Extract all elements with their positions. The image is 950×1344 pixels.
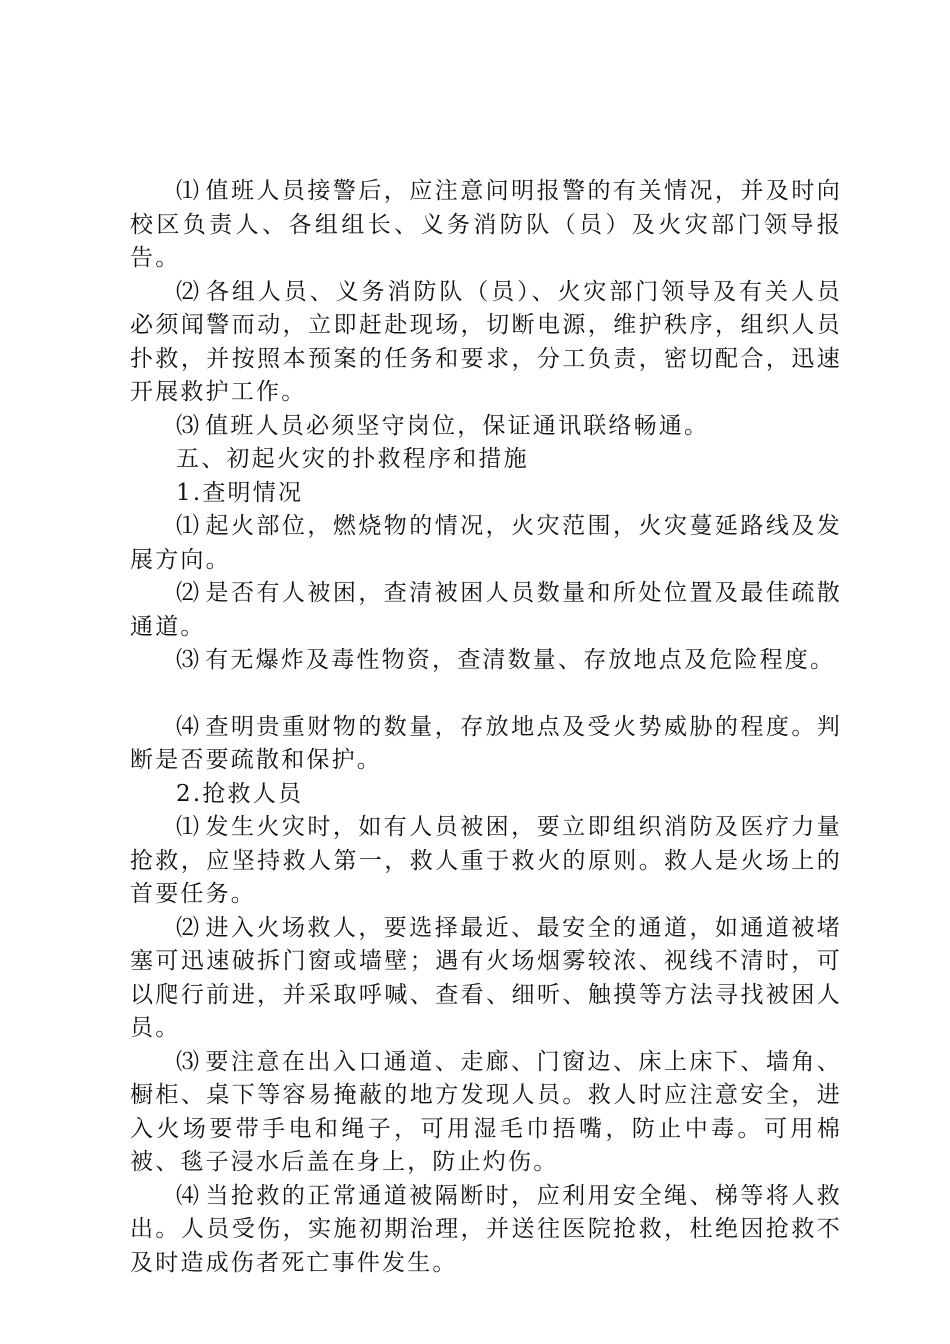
section-heading-text: 五、初起火灾的扑救程序和措施 — [176, 446, 529, 472]
paragraph-enter-fire-scene — [130, 912, 842, 1046]
paragraph-text: 值班人员必须坚守岗位，保证通讯联络畅通。 — [205, 412, 710, 439]
paragraph-hazardous-materials — [130, 644, 842, 678]
document-body — [130, 175, 842, 1280]
list-marker: ⑴ — [176, 513, 202, 539]
paragraph-fire-location — [130, 510, 842, 577]
paragraph-text: 有无爆炸及毒性物资，查清数量、存放地点及危险程度。 — [205, 647, 836, 673]
subsection-heading-text: 1.查明情况 — [176, 479, 304, 506]
paragraph-text: 起火部位，燃烧物的情况，火灾范围，火灾蔓延路线及发展方向。 — [130, 513, 843, 573]
paragraph-text: 是否有人被困，查清被困人员数量和所处位置及最佳疏散通道。 — [130, 580, 843, 640]
subsection-heading-2 — [130, 778, 842, 812]
paragraph-text: 值班人员接警后，应注意问明报警的有关情况，并及时向校区负责人、各组组长、义务消防队（员）及火灾部门领导报告。 — [130, 178, 843, 271]
subsection-heading-text: 2.抢救人员 — [176, 780, 304, 807]
paragraph-duty-report — [130, 175, 842, 276]
list-marker: ⑶ — [176, 412, 202, 439]
list-marker: ⑵ — [176, 278, 202, 305]
blank-line — [130, 678, 842, 711]
paragraph-search-places — [130, 1046, 842, 1180]
list-marker: ⑷ — [176, 713, 202, 740]
paragraph-text: 发生火灾时，如有人员被困，要立即组织消防及医疗力量抢救，应坚持救人第一，救人重于救火的原则。救人是火场上的首要任务。 — [130, 814, 843, 907]
paragraph-respond-alarm — [130, 276, 842, 410]
paragraph-text: 各组人员、义务消防队（员）、火灾部门领导及有关人员必须闻警而动，立即赶赴现场，切断电源，维护秩序，组织人员扑救，并按照本预案的任务和要求，分工负责，密切配合，迅速开展救护工作。 — [130, 278, 843, 405]
list-marker: ⑵ — [176, 914, 202, 941]
paragraph-trapped-people — [130, 577, 842, 644]
paragraph-keep-post — [130, 410, 842, 444]
list-marker: ⑵ — [176, 580, 202, 606]
paragraph-text: 进入火场救人，要选择最近、最安全的通道，如通道被堵塞可迅速破拆门窗或墙壁；遇有火场烟雾较浓、视线不清时，可以爬行前进，并采取呼喊、查看、细听、触摸等方法寻找被困人员。 — [130, 914, 843, 1041]
paragraph-valuables — [130, 711, 842, 778]
list-marker: ⑴ — [176, 178, 202, 204]
list-marker: ⑶ — [176, 1048, 202, 1075]
list-marker: ⑶ — [176, 647, 202, 673]
paragraph-blocked-passage — [130, 1180, 842, 1281]
list-marker: ⑴ — [176, 814, 202, 840]
paragraph-text: 要注意在出入口通道、走廊、门窗边、床上床下、墙角、橱柜、桌下等容易掩蔽的地方发现人员。救人时应注意安全，进入火场要带手电和绳子，可用湿毛巾捂嘴，防止中毒。可用棉被、毯子浸水后盖在身上，防止灼伤。 — [130, 1048, 843, 1175]
paragraph-rescue-first — [130, 811, 842, 912]
paragraph-text: 查明贵重财物的数量，存放地点及受火势威胁的程度。判断是否要疏散和保护。 — [130, 713, 843, 773]
list-marker: ⑷ — [176, 1182, 202, 1209]
paragraph-text: 当抢救的正常通道被隔断时，应利用安全绳、梯等将人救出。人员受伤，实施初期治理，并送往医院抢救，杜绝因抢救不及时造成伤者死亡事件发生。 — [130, 1182, 843, 1276]
subsection-heading-1 — [130, 477, 842, 511]
section-heading-5 — [130, 443, 842, 477]
